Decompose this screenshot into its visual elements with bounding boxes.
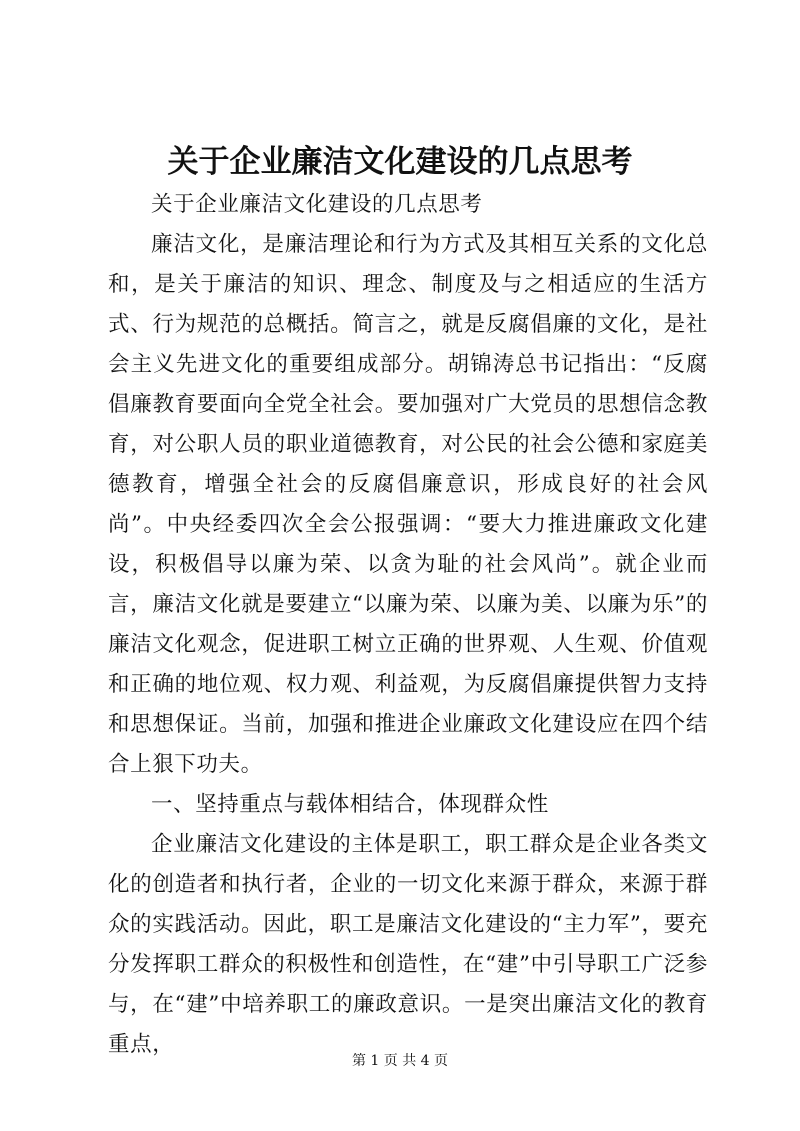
document-body [108, 185, 708, 1065]
paragraph-intro: 廉洁文化，是廉洁理论和行为方式及其相互关系的文化总和，是关于廉洁的知识、理念、制度及与之相适应的生活方式、行为规范的总概括。简言之，就是反腐倡廉的文化，是社会主义先进文化的重要组成部分。胡锦涛总书记指出：“反腐倡廉教育要面向全党全社会。要加强对广大党员的思想信念教育，对公职人员的职业道德教育，对公民的社会公德和家庭美德教育，增强全社会的反腐倡廉意识，形成良好的社会风尚”。中央经委四次全会公报强调：“要大力推进廉政文化建设，积极倡导以廉为荣、以贪为耻的社会风尚”。就企业而言，廉洁文化就是要建立“以廉为荣、以廉为美、以廉为乐”的廉洁文化观念，促进职工树立正确的世界观、人生观、价值观和正确的地位观、权力观、利益观，为反腐倡廉提供智力支持和思想保证。当前，加强和推进企业廉政文化建设应在四个结合上狠下功夫。 [108, 232, 708, 777]
document-title: 关于企业廉洁文化建设的几点思考 [167, 144, 633, 180]
section-heading-1: 一、坚持重点与载体相结合，体现群众性 [151, 792, 549, 817]
paragraph-section-1: 企业廉洁文化建设的主体是职工，职工群众是企业各类文化的创造者和执行者，企业的一切文化来源于群众，来源于群众的实践活动。因此，职工是廉洁文化建设的“主力军”，要充分发挥职工群众的积极性和创造性，在“建”中引导职工广泛参与，在“建”中培养职工的廉政意识。一是突出廉洁文化的教育重点， [108, 832, 708, 1057]
page-footer: 第 1 页 共 4 页 [351, 1053, 449, 1069]
paragraph-subtitle: 关于企业廉洁文化建设的几点思考 [151, 192, 483, 217]
